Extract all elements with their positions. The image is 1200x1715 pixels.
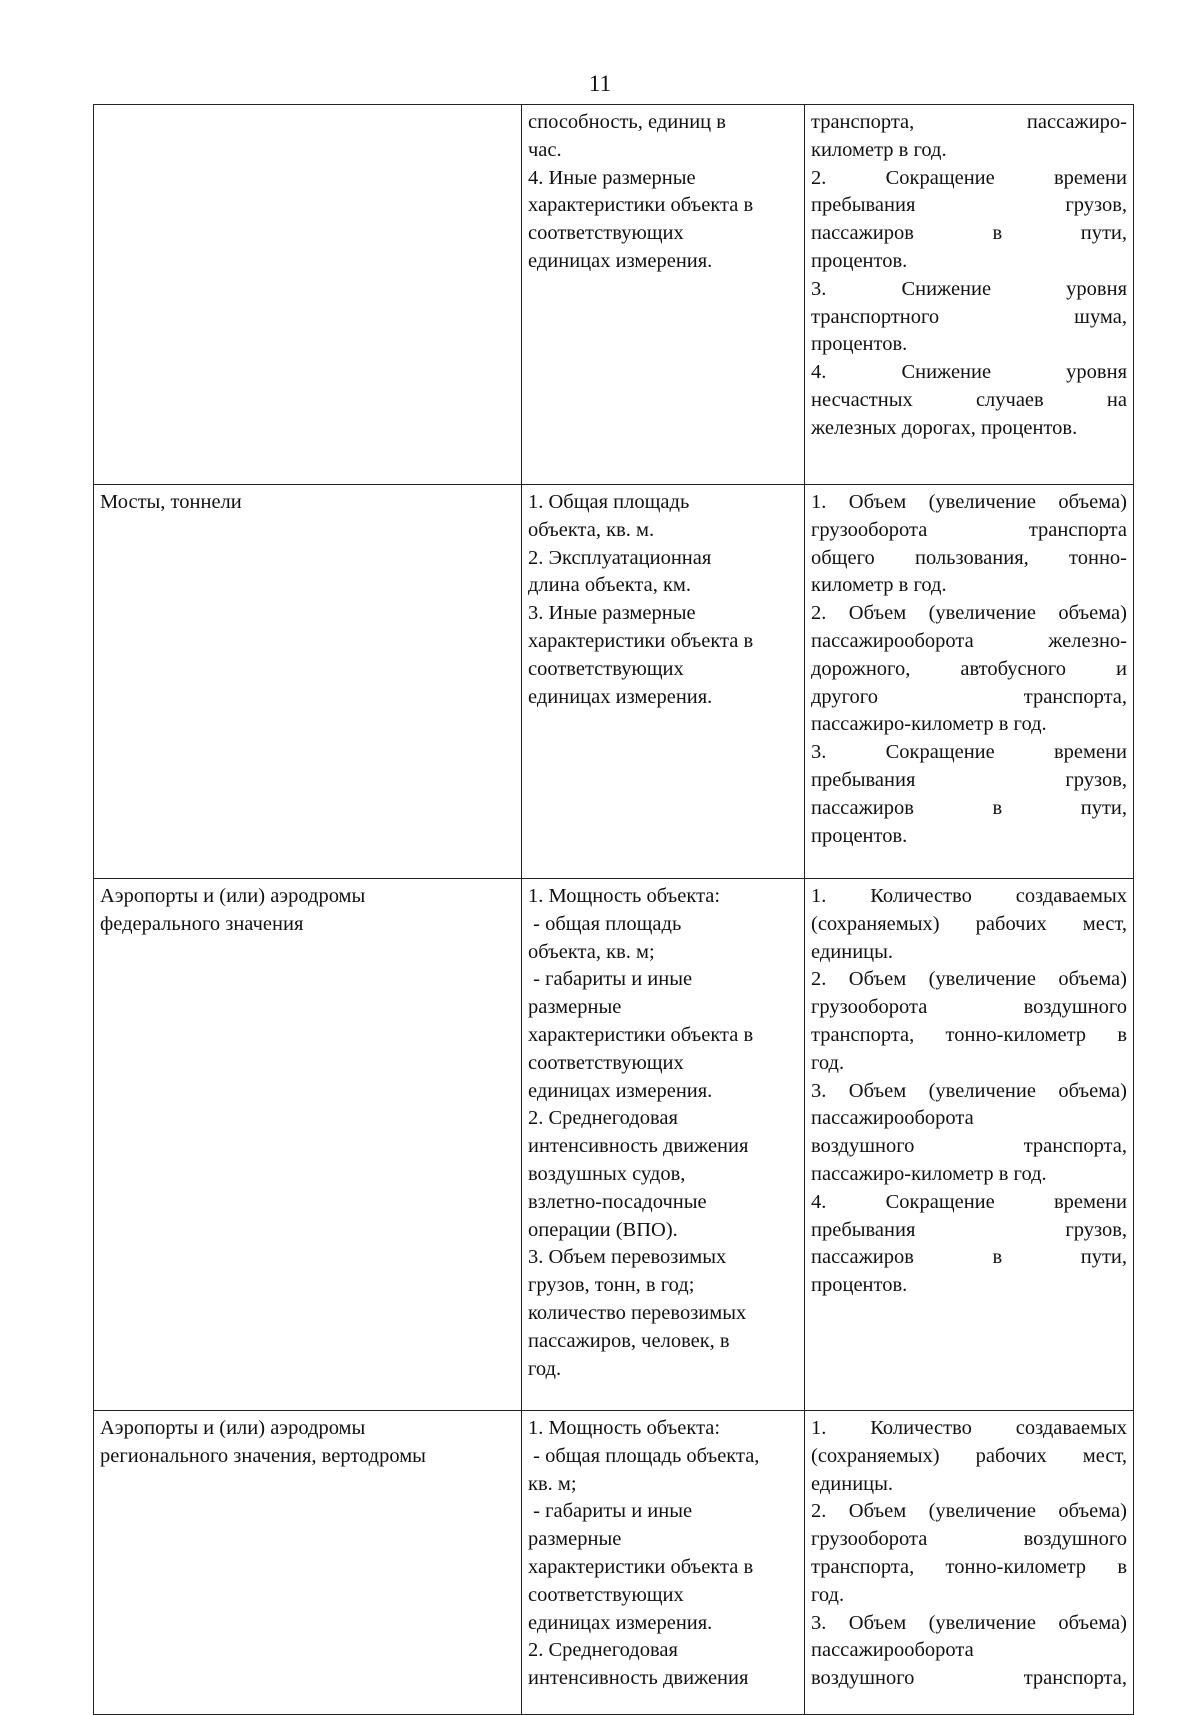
characteristics-line: операции (ВПО). xyxy=(528,1218,678,1241)
indicators-line: грузооборота транспорта xyxy=(811,518,1127,541)
indicators-line: 1. Количество создаваемых xyxy=(811,1417,1127,1439)
indicators-line: грузооборота воздушного xyxy=(811,996,1127,1019)
table-row xyxy=(94,485,1134,879)
indicators-line: грузооборота воздушного xyxy=(811,1528,1127,1551)
indicators-line: воздушного транспорта, xyxy=(811,1667,1127,1690)
indicators-line: год. xyxy=(811,1051,845,1074)
characteristics-line: объекта, кв. м. xyxy=(528,518,655,541)
object-type-cell xyxy=(94,485,522,879)
indicators-line: 2. Объем (увеличение объема) xyxy=(811,602,1127,625)
characteristics-line: год. xyxy=(528,1357,562,1380)
characteristics-line: 3. Объем перевозимых xyxy=(528,1246,727,1269)
characteristics-line: кв. м; xyxy=(528,1472,577,1495)
characteristics-line: размерные xyxy=(528,996,622,1019)
table-row xyxy=(94,105,1134,485)
characteristics-line: длина объекта, км. xyxy=(528,574,691,597)
table-row xyxy=(94,879,1134,1411)
indicators-line: 3. Объем (увеличение объема) xyxy=(811,1079,1127,1102)
characteristics-line: воздушных судов, xyxy=(528,1162,686,1185)
characteristics-line: грузов, тонн, в год; xyxy=(528,1274,695,1297)
indicators-cell xyxy=(805,879,1134,1411)
indicators-line: пребывания грузов, xyxy=(811,768,1127,791)
indicators-line: транспорта, тонно-километр в xyxy=(811,1555,1127,1578)
table-row xyxy=(94,1411,1134,1715)
indicators-cell xyxy=(805,1411,1134,1715)
indicators-line: единицы. xyxy=(811,1472,894,1495)
indicators-line: (сохраняемых) рабочих мест, xyxy=(811,1444,1127,1467)
characteristics-line: интенсивность движения xyxy=(528,1667,749,1690)
characteristics-line: соответствующих xyxy=(528,1583,684,1606)
indicators-line: год. xyxy=(811,1583,845,1606)
indicators-line: транспортного шума, xyxy=(811,305,1127,328)
object-type-cell xyxy=(94,879,522,1411)
characteristics-line: 2. Среднегодовая xyxy=(528,1107,678,1130)
indicators-line: железных дорогах, процентов. xyxy=(811,416,1078,439)
characteristics-line: 2. Среднегодовая xyxy=(528,1639,678,1662)
characteristics-line: 2. Эксплуатационная xyxy=(528,546,712,569)
indicators-line: дорожного, автобусного и xyxy=(811,657,1127,680)
indicators-line: 2. Сокращение времени xyxy=(811,166,1127,189)
indicators-line: несчастных случаев на xyxy=(811,388,1127,411)
table-body xyxy=(94,105,1134,1715)
indicators-line: транспорта, пассажиро- xyxy=(811,111,1127,133)
characteristics-line: количество перевозимых xyxy=(528,1301,747,1324)
characteristics-cell xyxy=(522,485,805,879)
characteristics-line: характеристики объекта в xyxy=(528,629,754,652)
characteristics-line: 1. Мощность объекта: xyxy=(528,885,721,907)
indicators-line: 3. Снижение уровня xyxy=(811,277,1127,300)
characteristics-line: размерные xyxy=(528,1528,622,1551)
object-type-text: Мосты, тоннели xyxy=(100,491,242,513)
indicators-line: процентов. xyxy=(811,824,908,847)
indicators-line: пассажиро-километр в год. xyxy=(811,713,1047,736)
indicators-line: процентов. xyxy=(811,249,908,272)
object-type-text: Аэропорты и (или) аэродромы федерального значения xyxy=(100,885,366,935)
indicators-line: пребывания грузов, xyxy=(811,1218,1127,1241)
characteristics-line: 4. Иные размерные xyxy=(528,166,696,189)
characteristics-cell xyxy=(522,105,805,485)
indicators-line: 2. Объем (увеличение объема) xyxy=(811,1500,1127,1523)
characteristics-line: единицах измерения. xyxy=(528,1079,713,1102)
indicators-line: воздушного транспорта, xyxy=(811,1135,1127,1158)
characteristics-line: пассажиров, человек, в xyxy=(528,1329,730,1352)
characteristics-cell xyxy=(522,879,805,1411)
characteristics-line: характеристики объекта в xyxy=(528,1023,754,1046)
indicators-line: процентов. xyxy=(811,333,908,356)
characteristics-line: 1. Мощность объекта: xyxy=(528,1417,721,1439)
characteristics-line: соответствующих xyxy=(528,1051,684,1074)
indicators-line: пассажирооборота xyxy=(811,1107,974,1130)
document-table xyxy=(93,104,1134,1715)
characteristics-line: единицах измерения. xyxy=(528,685,713,708)
indicators-line: километр в год. xyxy=(811,138,947,161)
characteristics-line: характеристики объекта в xyxy=(528,1555,754,1578)
indicators-line: 3. Сокращение времени xyxy=(811,741,1127,764)
indicators-line: другого транспорта, xyxy=(811,685,1127,708)
characteristics-line: объекта, кв. м; xyxy=(528,940,655,963)
indicators-line: пассажиров в пути, xyxy=(811,796,1127,819)
object-type-cell xyxy=(94,105,522,485)
indicators-line: процентов. xyxy=(811,1274,908,1297)
page-number: 11 xyxy=(588,71,612,96)
indicators-line: транспорта, тонно-километр в xyxy=(811,1023,1127,1046)
indicators-line: общего пользования, тонно- xyxy=(811,546,1127,569)
indicators-line: пассажирооборота xyxy=(811,1639,974,1662)
characteristics-line: единицах измерения. xyxy=(528,249,713,272)
characteristics-line: - габариты и иные xyxy=(528,1500,693,1523)
characteristics-line: - общая площадь xyxy=(528,912,682,935)
indicators-line: пассажиров в пути, xyxy=(811,1246,1127,1269)
characteristics-line: характеристики объекта в xyxy=(528,194,754,217)
indicators-line: единицы. xyxy=(811,940,894,963)
indicators-line: 3. Объем (увеличение объема) xyxy=(811,1611,1127,1634)
characteristics-line: соответствующих xyxy=(528,222,684,245)
indicators-line: 1. Объем (увеличение объема) xyxy=(811,491,1127,513)
characteristics-line: соответствующих xyxy=(528,657,684,680)
indicators-line: километр в год. xyxy=(811,574,947,597)
indicators-line: 4. Сокращение времени xyxy=(811,1190,1127,1213)
indicators-line: 2. Объем (увеличение объема) xyxy=(811,968,1127,991)
indicators-line: (сохраняемых) рабочих мест, xyxy=(811,912,1127,935)
indicators-line: 4. Снижение уровня xyxy=(811,361,1127,384)
characteristics-line: - общая площадь объекта, xyxy=(528,1444,760,1467)
indicators-line: пассажиро-километр в год. xyxy=(811,1162,1047,1185)
object-type-cell xyxy=(94,1411,522,1715)
characteristics-line: единицах измерения. xyxy=(528,1611,713,1634)
indicators-line: пребывания грузов, xyxy=(811,194,1127,217)
characteristics-line: взлетно-посадочные xyxy=(528,1190,707,1213)
characteristics-line: 1. Общая площадь xyxy=(528,491,690,513)
indicators-line: 1. Количество создаваемых xyxy=(811,885,1127,907)
characteristics-line: 3. Иные размерные xyxy=(528,602,696,625)
characteristics-line: интенсивность движения xyxy=(528,1135,749,1158)
indicators-cell xyxy=(805,105,1134,485)
characteristics-line: - габариты и иные xyxy=(528,968,693,991)
characteristics-line: час. xyxy=(528,138,562,161)
indicators-line: пассажирооборота железно- xyxy=(811,629,1127,652)
characteristics-line: способность, единиц в xyxy=(528,111,726,133)
object-type-text: Аэропорты и (или) аэродромы регионального значения, вертодромы xyxy=(100,1417,426,1467)
indicators-line: пассажиров в пути, xyxy=(811,222,1127,245)
characteristics-cell xyxy=(522,1411,805,1715)
indicators-cell xyxy=(805,485,1134,879)
